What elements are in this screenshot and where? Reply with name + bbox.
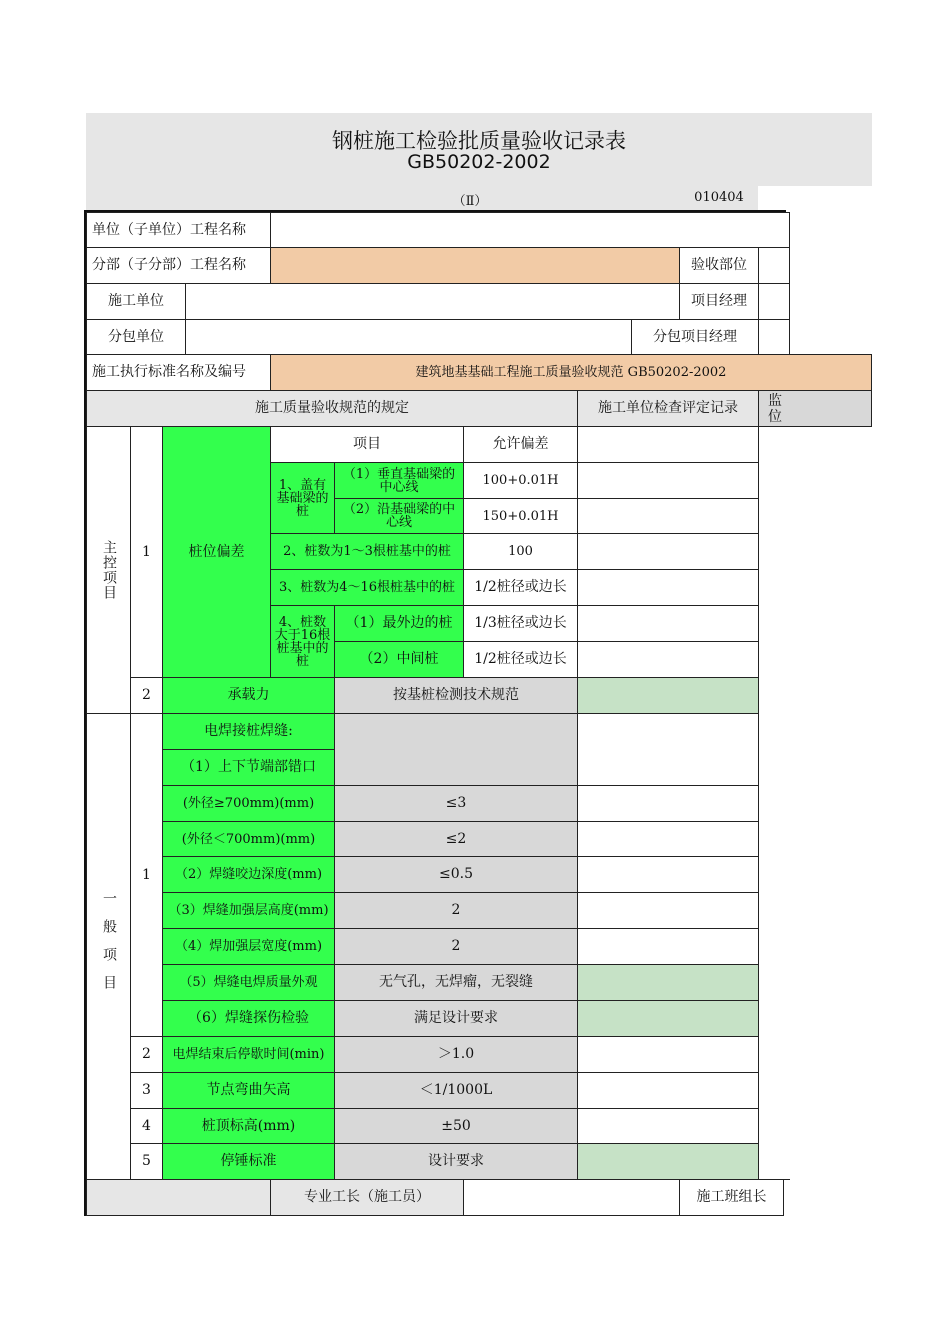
general-item-no-1: 1 bbox=[130, 713, 163, 1037]
weld-title-value bbox=[334, 713, 578, 786]
weld-2-value: ≤0.5 bbox=[334, 856, 578, 893]
footer-blank bbox=[86, 1179, 271, 1216]
g1-row1-check[interactable] bbox=[577, 462, 759, 499]
g1-row2-label: （2）沿基础梁的中心线 bbox=[334, 498, 464, 534]
unit-name-label: 单位（子单位）工程名称 bbox=[86, 212, 271, 248]
hammer-value: 设计要求 bbox=[334, 1143, 578, 1180]
g4-row1-check[interactable] bbox=[577, 605, 759, 642]
sub-pm-field[interactable] bbox=[758, 319, 790, 355]
construct-unit-field[interactable] bbox=[185, 283, 680, 320]
supervise-column-body[interactable] bbox=[758, 426, 790, 1180]
exec-std-value: 建筑地基基础工程施工质量验收规范 GB50202-2002 bbox=[270, 354, 872, 391]
foreman-field[interactable] bbox=[463, 1179, 680, 1216]
inspect-part-field[interactable] bbox=[758, 247, 790, 284]
pile-deviation-label: 桩位偏差 bbox=[162, 426, 271, 678]
main-section-text: 主控项目 bbox=[101, 540, 117, 600]
weld-5-value: 无气孔，无焊瘤，无裂缝 bbox=[334, 964, 578, 1001]
stop-time-check[interactable] bbox=[577, 1036, 759, 1073]
weld-4-value: 2 bbox=[334, 928, 578, 965]
g4-row2-check[interactable] bbox=[577, 641, 759, 678]
g4-row1-label: （1）最外边的桩 bbox=[334, 605, 464, 642]
stop-time-label: 电焊结束后停歇时间(min) bbox=[162, 1036, 335, 1073]
supervise-header bbox=[758, 390, 872, 427]
weld-3-check[interactable] bbox=[577, 892, 759, 929]
exec-std-label: 施工执行标准名称及编号 bbox=[86, 354, 271, 391]
general-section-text: 一般项目 bbox=[101, 890, 117, 1003]
page-subtitle-standard: GB50202-2002 bbox=[407, 151, 551, 173]
hammer-check[interactable] bbox=[577, 1143, 759, 1180]
group4-label: 4、桩数大于16根桩基中的桩 bbox=[270, 605, 335, 678]
weld-1a-label: (外径≥700mm)(mm) bbox=[162, 785, 335, 822]
g4-row2-label: （2）中间桩 bbox=[334, 641, 464, 678]
weld-4-check[interactable] bbox=[577, 928, 759, 965]
weld-3-label: （3）焊缝加强层高度(mm) bbox=[162, 892, 335, 929]
weld-1-check[interactable] bbox=[577, 713, 759, 786]
weld-2-label: （2）焊缝咬边深度(mm) bbox=[162, 856, 335, 893]
bend-check[interactable] bbox=[577, 1072, 759, 1109]
row4-label: 3、桩数为4～16根桩基中的桩 bbox=[270, 569, 464, 606]
subunit-name-label: 分部（子分部）工程名称 bbox=[86, 247, 271, 284]
weld-5-check[interactable] bbox=[577, 964, 759, 1001]
row4-check[interactable] bbox=[577, 569, 759, 606]
weld-1b-value: ≤2 bbox=[334, 821, 578, 857]
bearing-value: 按基桩检测技术规范 bbox=[334, 677, 578, 714]
row4-value: 1/2桩径或边长 bbox=[463, 569, 578, 606]
sub-pm-label: 分包项目经理 bbox=[631, 319, 759, 355]
weld-1b-check[interactable] bbox=[577, 821, 759, 857]
form-code: 010404 bbox=[694, 190, 744, 205]
weld-1a-check[interactable] bbox=[577, 785, 759, 822]
top-elev-check[interactable] bbox=[577, 1108, 759, 1144]
pm-label: 项目经理 bbox=[679, 283, 759, 320]
g1-row1-label: （1）垂直基础梁的中心线 bbox=[334, 462, 464, 499]
top-elev-label: 桩顶标高(mm) bbox=[162, 1108, 335, 1144]
general-item-no-5: 5 bbox=[130, 1143, 163, 1180]
foreman-label: 专业工长（施工员） bbox=[270, 1179, 464, 1216]
stop-time-value: ＞1.0 bbox=[334, 1036, 578, 1073]
bend-value: ＜1/1000L bbox=[334, 1072, 578, 1109]
team-label: 施工班组长 bbox=[679, 1179, 784, 1216]
page-title: 钢桩施工检验批质量验收记录表 bbox=[332, 129, 626, 153]
weld-1a-value: ≤3 bbox=[334, 785, 578, 822]
main-item-no-1: 1 bbox=[130, 426, 163, 678]
supervise-header-text: 监 位 bbox=[768, 393, 782, 425]
row3-value: 100 bbox=[463, 533, 578, 570]
weld-title: 电焊接桩焊缝: bbox=[162, 713, 335, 750]
weld-2-check[interactable] bbox=[577, 856, 759, 893]
weld-6-label: （6）焊缝探伤检验 bbox=[162, 1000, 335, 1037]
weld-1b-label: (外径＜700mm)(mm) bbox=[162, 821, 335, 857]
top-elev-value: ±50 bbox=[334, 1108, 578, 1144]
weld-3-value: 2 bbox=[334, 892, 578, 929]
bearing-label: 承载力 bbox=[162, 677, 335, 714]
g4-row1-value: 1/3桩径或边长 bbox=[463, 605, 578, 642]
subunit-name-field[interactable] bbox=[270, 247, 680, 284]
inspect-part-label: 验收部位 bbox=[679, 247, 759, 284]
item-column-header: 项目 bbox=[270, 426, 464, 463]
general-item-no-2: 2 bbox=[130, 1036, 163, 1073]
check-header: 施工单位检查评定记录 bbox=[577, 390, 759, 427]
unit-name-field[interactable] bbox=[270, 212, 790, 248]
subcontract-unit-field[interactable] bbox=[185, 319, 632, 355]
weld-6-value: 满足设计要求 bbox=[334, 1000, 578, 1037]
weld-5-label: （5）焊缝电焊质量外观 bbox=[162, 964, 335, 1001]
row3-label: 2、桩数为1～3根桩基中的桩 bbox=[270, 533, 464, 570]
g4-row2-value: 1/2桩径或边长 bbox=[463, 641, 578, 678]
weld-4-label: （4）焊加强层宽度(mm) bbox=[162, 928, 335, 965]
group1-label: 1、盖有基础梁的桩 bbox=[270, 462, 335, 534]
bend-label: 节点弯曲矢高 bbox=[162, 1072, 335, 1109]
weld-6-check[interactable] bbox=[577, 1000, 759, 1037]
pm-field[interactable] bbox=[758, 283, 790, 320]
construct-unit-label: 施工单位 bbox=[86, 283, 186, 320]
general-item-no-4: 4 bbox=[130, 1108, 163, 1144]
hammer-label: 停锤标准 bbox=[162, 1143, 335, 1180]
section-mark: （Ⅱ） bbox=[452, 194, 488, 209]
weld-1-label: （1）上下节端部错口 bbox=[162, 749, 335, 786]
spec-header: 施工质量验收规范的规定 bbox=[86, 390, 578, 427]
main-item-no-2: 2 bbox=[130, 677, 163, 714]
g1-row1-value: 100+0.01H bbox=[463, 462, 578, 499]
check-cell-header-row[interactable] bbox=[577, 426, 759, 463]
row3-check[interactable] bbox=[577, 533, 759, 570]
subcontract-unit-label: 分包单位 bbox=[86, 319, 186, 355]
bearing-check[interactable] bbox=[577, 677, 759, 714]
g1-row2-check[interactable] bbox=[577, 498, 759, 534]
main-section-label bbox=[86, 426, 131, 714]
allow-column-header: 允许偏差 bbox=[463, 426, 578, 463]
g1-row2-value: 150+0.01H bbox=[463, 498, 578, 534]
general-section-label bbox=[86, 713, 131, 1180]
general-item-no-3: 3 bbox=[130, 1072, 163, 1109]
